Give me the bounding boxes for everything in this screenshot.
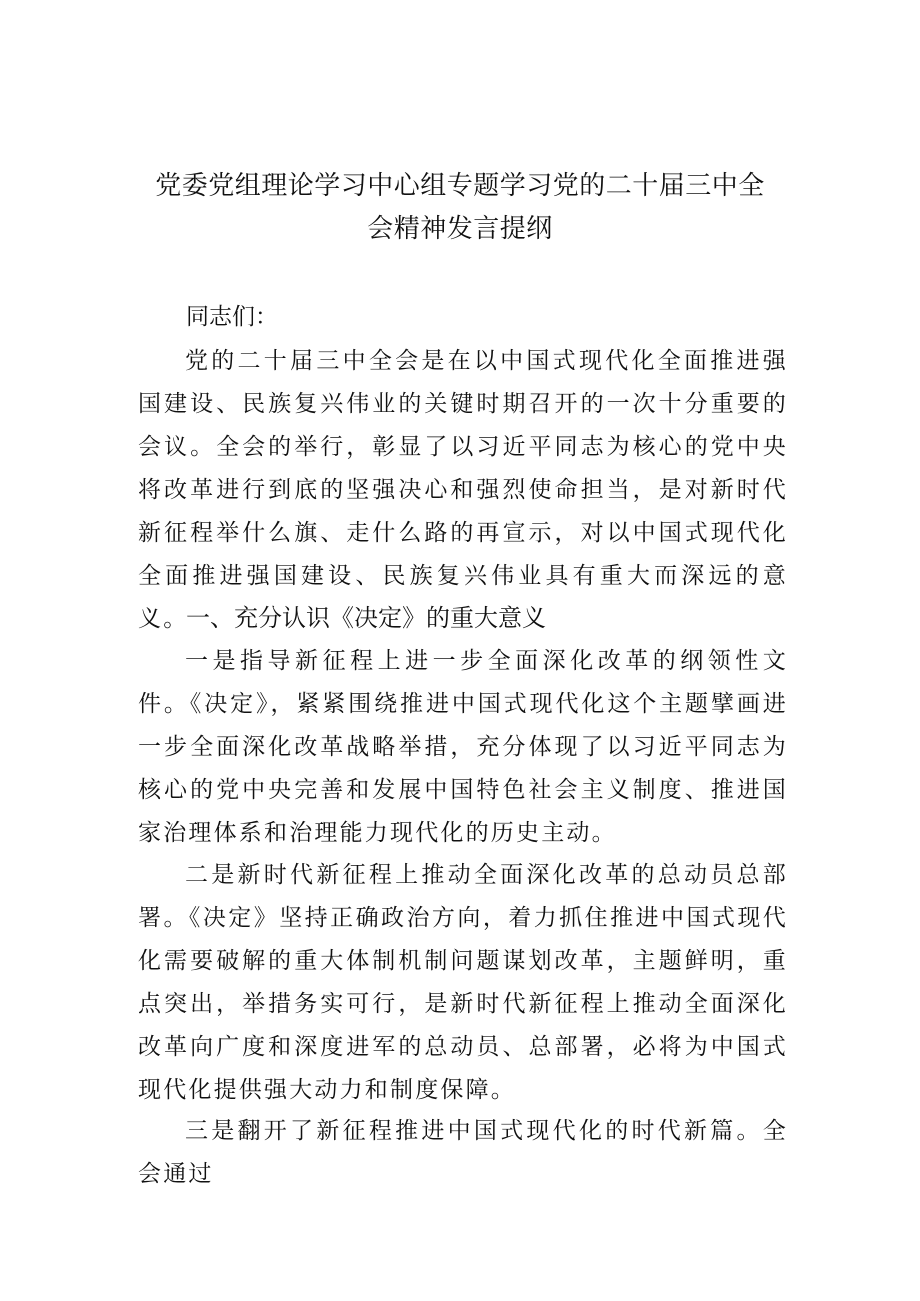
- document-title-line-1: 党委党组理论学习中心组专题学习党的二十届三中全: [155, 171, 765, 201]
- section-heading: 一、充分认识《决定》的重大意义: [186, 604, 546, 632]
- document-title-line-2: 会精神发言提纲: [367, 214, 553, 244]
- point-three-paragraph: 三是翻开了新征程推进中国式现代化的时代新篇。全会通过: [138, 1118, 788, 1187]
- point-one-paragraph: 一是指导新征程上进一步全面深化改革的纲领性文件。《决定》，紧紧围绕推进中国式现代化这个主题擘画进一步全面深化改革战略举措，充分体现了以习近平同志为核心的党中央完善和发展中国特色社会主义制度、推进国家治理体系和治理能力现代化的历史主动。: [138, 648, 788, 846]
- intro-paragraph: 党的二十届三中全会是在以中国式现代化全面推进强国建设、民族复兴伟业的关键时期召开的一次十分重要的会议。全会的举行，彰显了以习近平同志为核心的党中央将改革进行到底的坚强决心和强烈使命担当，是对新时代新征程举什么旗、走什么路的再宣示，对以中国式现代化全面推进强国建设、民族复兴伟业具有重大而深远的意义。: [138, 348, 788, 632]
- point-two-paragraph: 二是新时代新征程上推动全面深化改革的总动员总部署。《决定》坚持正确政治方向，着力抓住推进中国式现代化需要破解的重大体制机制问题谋划改革，主题鲜明，重点突出，举措务实可行，是新时代新征程上推动全面深化改革向广度和深度进军的总动员、总部署，必将为中国式现代化提供强大动力和制度保障。: [138, 862, 788, 1103]
- greeting: 同志们：: [186, 304, 278, 330]
